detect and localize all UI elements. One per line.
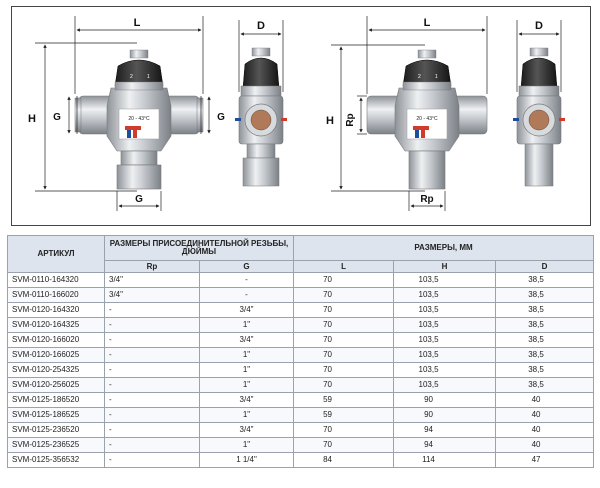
cell-h: 103,5: [394, 333, 496, 348]
cell-d: 40: [496, 423, 594, 438]
cell-l: 84: [294, 453, 394, 468]
dim-label-g-left: G: [53, 112, 61, 123]
cell-h: 103,5: [394, 348, 496, 363]
cell-g: 1": [200, 348, 294, 363]
header-article: АРТИКУЛ: [8, 236, 105, 273]
cell-d: 47: [496, 453, 594, 468]
cell-rp: -: [105, 393, 200, 408]
cell-d: 38,5: [496, 303, 594, 318]
spec-table-body: [8, 273, 594, 468]
cell-d: 38,5: [496, 288, 594, 303]
cell-h: 114: [394, 453, 496, 468]
cell-article: SVM-0125-186525: [8, 408, 105, 423]
cell-article: SVM-0110-166020: [8, 288, 105, 303]
cell-d: 38,5: [496, 378, 594, 393]
header-h: H: [394, 261, 496, 273]
cell-h: 103,5: [394, 318, 496, 333]
cell-article: SVM-0125-356532: [8, 453, 105, 468]
cell-rp: -: [105, 333, 200, 348]
header-dims-group: РАЗМЕРЫ, ММ: [294, 236, 594, 261]
cell-d: 40: [496, 393, 594, 408]
cell-h: 103,5: [394, 303, 496, 318]
cell-rp: -: [105, 348, 200, 363]
cell-d: 40: [496, 438, 594, 453]
cell-h: 103,5: [394, 288, 496, 303]
table-row: [8, 333, 594, 348]
header-rp: Rp: [105, 261, 200, 273]
cell-g: 1": [200, 378, 294, 393]
cell-l: 70: [294, 423, 394, 438]
cell-l: 70: [294, 288, 394, 303]
table-row: [8, 423, 594, 438]
dim-label-g-bottom: G: [135, 194, 143, 205]
dim-label-h: H: [28, 113, 36, 125]
cell-article: SVM-0125-186520: [8, 393, 105, 408]
cell-article: SVM-0120-256025: [8, 378, 105, 393]
table-row: [8, 303, 594, 318]
spec-table: [7, 235, 594, 468]
header-l: L: [294, 261, 394, 273]
cell-l: 59: [294, 408, 394, 423]
valve-dimension-drawing: [11, 6, 591, 226]
dim-label-rp-left: Rp: [345, 113, 356, 127]
dim-label-d-2: D: [535, 20, 543, 32]
cell-d: 38,5: [496, 273, 594, 288]
cell-l: 70: [294, 348, 394, 363]
cell-g: 1": [200, 363, 294, 378]
cell-h: 94: [394, 423, 496, 438]
cell-g: 3/4": [200, 393, 294, 408]
cell-article: SVM-0120-166025: [8, 348, 105, 363]
cell-d: 38,5: [496, 348, 594, 363]
cell-d: 38,5: [496, 318, 594, 333]
header-g: G: [200, 261, 294, 273]
dial-temp-label-2: 20 - 43°C: [416, 116, 438, 122]
cell-article: SVM-0120-164325: [8, 318, 105, 333]
dial-mark-2b: 2: [418, 74, 421, 80]
cell-d: 40: [496, 408, 594, 423]
cell-l: 70: [294, 273, 394, 288]
cell-g: 1": [200, 408, 294, 423]
cell-h: 103,5: [394, 378, 496, 393]
dim-label-l: L: [133, 17, 141, 29]
cell-rp: -: [105, 453, 200, 468]
cell-rp: -: [105, 318, 200, 333]
cell-d: 38,5: [496, 363, 594, 378]
table-row: [8, 348, 594, 363]
cell-g: 3/4": [200, 333, 294, 348]
table-row: [8, 288, 594, 303]
cell-g: -: [200, 288, 294, 303]
table-row: [8, 408, 594, 423]
cell-h: 90: [394, 393, 496, 408]
cell-article: SVM-0125-236520: [8, 423, 105, 438]
cell-rp: 3/4": [105, 288, 200, 303]
cell-l: 70: [294, 333, 394, 348]
cell-l: 70: [294, 378, 394, 393]
cell-l: 70: [294, 438, 394, 453]
dial-mark-2: 2: [130, 74, 133, 80]
dial-mark-1: 1: [147, 74, 150, 80]
cell-l: 70: [294, 303, 394, 318]
cell-g: 1": [200, 318, 294, 333]
cell-rp: -: [105, 378, 200, 393]
table-row: [8, 363, 594, 378]
table-row: [8, 318, 594, 333]
cell-rp: 3/4": [105, 273, 200, 288]
cell-h: 90: [394, 408, 496, 423]
cell-rp: -: [105, 408, 200, 423]
cell-rp: -: [105, 363, 200, 378]
dim-label-rp-bottom: Rp: [420, 194, 434, 205]
cell-article: SVM-0110-164320: [8, 273, 105, 288]
cell-g: -: [200, 273, 294, 288]
cell-article: SVM-0120-254325: [8, 363, 105, 378]
cell-h: 103,5: [394, 363, 496, 378]
cell-h: 94: [394, 438, 496, 453]
cell-article: SVM-0125-236525: [8, 438, 105, 453]
table-row: [8, 378, 594, 393]
cell-g: 1": [200, 438, 294, 453]
table-row: [8, 453, 594, 468]
cell-article: SVM-0120-164320: [8, 303, 105, 318]
dial-mark-1b: 1: [435, 74, 438, 80]
header-thread-group: РАЗМЕРЫ ПРИСОЕДИНИТЕЛЬНОЙ РЕЗЬБЫ, ДЮЙМЫ: [105, 236, 294, 261]
cell-rp: -: [105, 303, 200, 318]
cell-l: 70: [294, 363, 394, 378]
cell-l: 70: [294, 318, 394, 333]
dim-label-g-right: G: [217, 112, 225, 123]
cell-g: 1 1/4": [200, 453, 294, 468]
cell-g: 3/4": [200, 423, 294, 438]
table-row: [8, 438, 594, 453]
cell-d: 38,5: [496, 333, 594, 348]
dim-label-d-1: D: [257, 20, 265, 32]
cell-l: 59: [294, 393, 394, 408]
cell-rp: -: [105, 438, 200, 453]
dim-label-l-2: L: [423, 17, 431, 29]
dial-temp-label: 20 - 43°C: [128, 116, 150, 122]
dim-label-h-2: H: [326, 115, 334, 127]
table-row: [8, 393, 594, 408]
cell-rp: -: [105, 423, 200, 438]
cell-g: 3/4": [200, 303, 294, 318]
table-row: [8, 273, 594, 288]
cell-article: SVM-0120-166020: [8, 333, 105, 348]
cell-h: 103,5: [394, 273, 496, 288]
header-d: D: [496, 261, 594, 273]
